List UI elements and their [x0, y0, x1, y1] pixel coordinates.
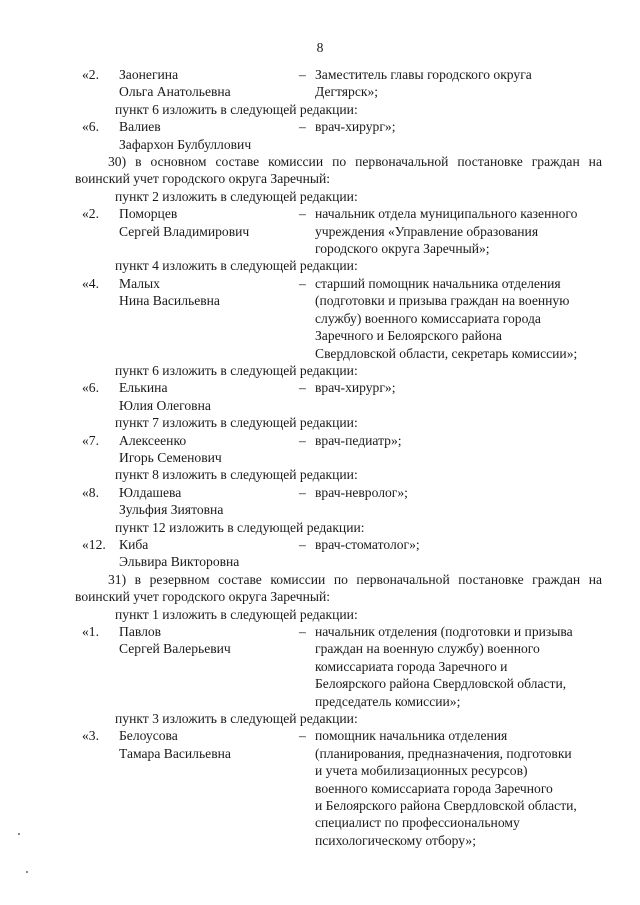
member-position-text: начальник отделения (подготовки и призыва: [315, 624, 573, 639]
dash-separator: –: [299, 536, 306, 552]
scan-speck: [18, 833, 20, 835]
member-position: [299, 623, 602, 710]
member-entry: [82, 66, 602, 101]
member-name-line: Сергей Валерьевич: [119, 641, 231, 657]
entry-number: «1.: [82, 624, 99, 639]
entry-number: «12.: [82, 536, 106, 552]
member-position-text: начальник отдела муниципального казенного: [315, 206, 578, 222]
entry-number: «3.: [82, 728, 99, 744]
member-position-line: [315, 658, 602, 675]
member-position-text: комиссариата города Заречного и: [315, 658, 508, 674]
member-name: [119, 623, 299, 710]
dash-separator: –: [299, 624, 306, 639]
member-position-line: [299, 536, 602, 553]
member-position-line: [315, 832, 602, 849]
member-position-line: [299, 275, 602, 292]
member-position-line: [315, 675, 602, 692]
member-name-line: Малых: [119, 275, 160, 291]
member-position-line: [315, 814, 602, 831]
dash-separator: –: [299, 119, 306, 135]
member-name: [119, 66, 299, 101]
dash-separator: –: [299, 484, 306, 500]
amendment-instruction: пункт 7 изложить в следующей редакции:: [115, 415, 358, 431]
member-position-text: врач-стоматолог»;: [315, 536, 420, 552]
member-position-text: Белоярского района Свердловской области,: [315, 676, 567, 692]
member-entry: [82, 118, 602, 153]
member-position-line: [299, 118, 602, 135]
member-position-line: [299, 66, 602, 83]
member-name-line: Юлия Олеговна: [119, 397, 211, 413]
member-name: [119, 484, 299, 519]
member-name: [119, 536, 299, 571]
member-position: [299, 66, 602, 101]
member-position-line: [299, 379, 602, 396]
amendment-instruction: пункт 2 изложить в следующей редакции:: [115, 188, 358, 204]
member-name-line: Юлдашева: [119, 484, 182, 500]
member-position-line: [299, 484, 602, 501]
amendment-instruction: пункт 4 изложить в следующей редакции:: [115, 258, 358, 274]
member-name-line: Заонегина: [119, 67, 179, 82]
member-position-line: [315, 83, 602, 100]
amendment-instruction: пункт 12 изложить в следующей редакции:: [115, 519, 365, 535]
member-entry: [82, 484, 602, 519]
dash-separator: –: [299, 380, 306, 396]
member-position-line: [299, 623, 602, 640]
member-name: [119, 727, 299, 849]
member-position: [299, 727, 602, 849]
dash-separator: –: [299, 206, 306, 222]
section-paragraph: 30) в основном составе комиссии по первоначальной постановке граждан на воинский учет городского округа Заречный:: [75, 154, 602, 187]
member-name: [119, 118, 299, 153]
member-position-text: (планирования, предназначения, подготовки: [315, 745, 572, 761]
member-position: [299, 205, 602, 257]
member-position: [299, 536, 602, 571]
member-name-line: Поморцев: [119, 206, 178, 222]
member-position: [299, 379, 602, 414]
member-position-line: [299, 205, 602, 222]
member-name-line: Сергей Владимирович: [119, 223, 250, 239]
member-position-text: (подготовки и призыва граждан на военную: [315, 293, 570, 309]
member-position-text: врач-хирург»;: [315, 380, 396, 396]
dash-separator: –: [299, 432, 306, 448]
amendment-instruction: пункт 6 изложить в следующей редакции:: [115, 101, 358, 117]
member-position-text: председатель комиссии»;: [315, 693, 461, 709]
member-position-line: [315, 780, 602, 797]
member-entry: [82, 432, 602, 467]
member-name-line: Елькина: [119, 380, 168, 396]
member-name: [119, 205, 299, 257]
member-position-line: [315, 240, 602, 257]
member-position-text: военного комиссариата города Заречного: [315, 780, 553, 796]
member-position-text: Дегтярск»;: [315, 84, 379, 100]
member-entry: [82, 536, 602, 571]
member-position-text: граждан на военную службу) военного: [315, 641, 540, 657]
member-name-line: Эльвира Викторовна: [119, 554, 240, 570]
member-position-line: [315, 310, 602, 327]
member-position-text: врач-педиатр»;: [315, 432, 402, 448]
entry-number: «4.: [82, 275, 99, 291]
member-position-line: [315, 292, 602, 309]
entry-number: «2.: [82, 67, 99, 82]
member-entry: [82, 205, 602, 257]
entry-number: «6.: [82, 119, 99, 135]
member-position-text: службу) военного комиссариата города: [315, 310, 541, 326]
member-position-line: [315, 797, 602, 814]
member-position: [299, 432, 602, 467]
document-body: [75, 66, 602, 849]
member-position-text: и учета мобилизационных ресурсов): [315, 763, 528, 779]
member-entry: [82, 727, 602, 849]
member-position-text: старший помощник начальника отделения: [315, 275, 561, 291]
member-name-line: Валиев: [119, 119, 161, 135]
member-name-line: Зафархон Булбуллович: [119, 136, 252, 152]
member-name-line: Белоусова: [119, 728, 178, 744]
member-position-text: психологическому отбору»;: [315, 832, 477, 848]
member-position-line: [299, 727, 602, 744]
dash-separator: –: [299, 728, 306, 744]
member-name: [119, 275, 299, 362]
dash-separator: –: [299, 67, 306, 82]
section-paragraph: 31) в резервном составе комиссии по первоначальной постановке граждан на воинский учет городского округа Заречный:: [75, 571, 602, 605]
amendment-instruction: пункт 8 изложить в следующей редакции:: [115, 467, 358, 483]
member-position-line: [315, 327, 602, 344]
member-name-line: Киба: [119, 536, 149, 552]
member-position: [299, 118, 602, 153]
member-name-line: Нина Васильевна: [119, 293, 220, 309]
member-name-line: Алексеенко: [119, 432, 187, 448]
member-entry: [82, 275, 602, 362]
member-position-text: помощник начальника отделения: [315, 728, 508, 744]
member-entry: [82, 623, 602, 710]
member-position-text: и Белоярского района Свердловской области,: [315, 798, 577, 814]
member-position-text: специалист по профессиональному: [315, 815, 520, 831]
member-position-text: врач-невролог»;: [315, 484, 408, 500]
member-position-text: Заречного и Белоярского района: [315, 328, 502, 344]
dash-separator: –: [299, 275, 306, 291]
member-position-line: [299, 432, 602, 449]
member-position-text: Свердловской области, секретарь комиссии»;: [315, 345, 578, 361]
amendment-instruction: пункт 6 изложить в следующей редакции:: [115, 362, 358, 378]
member-name-line: Зульфия Зиятовна: [119, 502, 224, 518]
entry-number: «7.: [82, 432, 99, 448]
member-position-line: [315, 745, 602, 762]
member-position-text: Заместитель главы городского округа: [315, 67, 532, 82]
member-position-text: городского округа Заречный»;: [315, 241, 490, 257]
member-entry: [82, 379, 602, 414]
entry-number: «8.: [82, 484, 99, 500]
member-position-text: врач-хирург»;: [315, 119, 396, 135]
member-name: [119, 379, 299, 414]
page-number: 8: [316, 40, 324, 55]
member-position-text: учреждения «Управление образования: [315, 223, 539, 239]
member-name: [119, 432, 299, 467]
scan-speck: [26, 871, 28, 873]
member-name-line: Тамара Васильевна: [119, 745, 231, 761]
member-name-line: Ольга Анатольевна: [119, 84, 231, 100]
member-name-line: Павлов: [119, 624, 162, 639]
member-position-line: [315, 223, 602, 240]
amendment-instruction: пункт 3 изложить в следующей редакции:: [115, 711, 358, 727]
member-position: [299, 484, 602, 519]
member-position-line: [315, 640, 602, 657]
member-position: [299, 275, 602, 362]
member-position-line: [315, 693, 602, 710]
entry-number: «6.: [82, 380, 99, 396]
amendment-instruction: пункт 1 изложить в следующей редакции:: [115, 606, 358, 622]
member-position-line: [315, 762, 602, 779]
member-name-line: Игорь Семенович: [119, 449, 222, 465]
member-position-line: [315, 345, 602, 362]
entry-number: «2.: [82, 206, 99, 222]
